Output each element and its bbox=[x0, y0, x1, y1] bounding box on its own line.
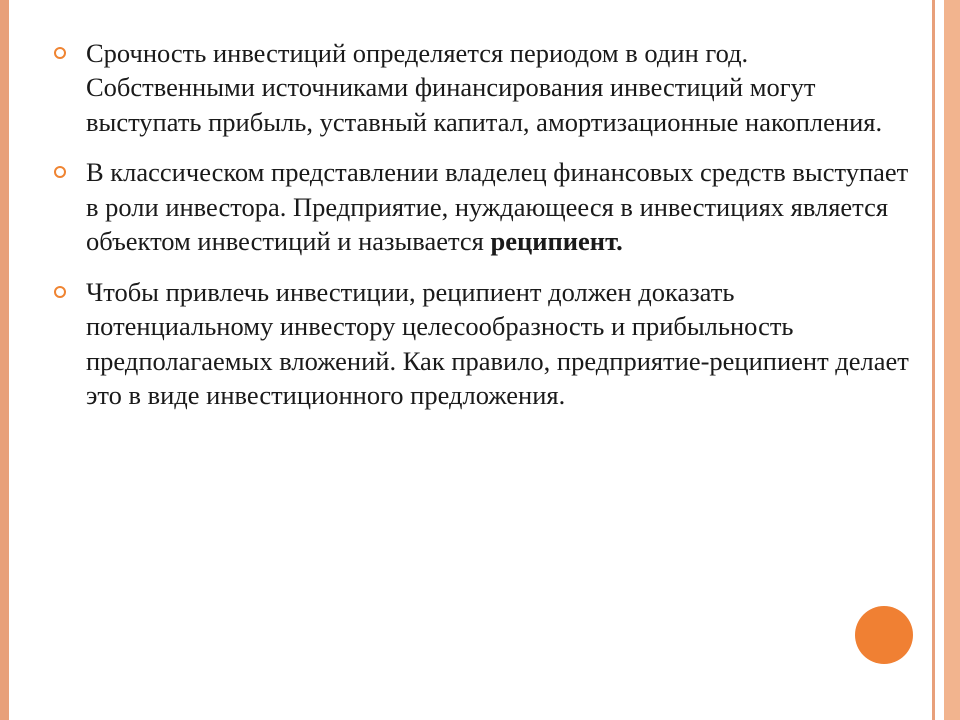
bullet-item bbox=[48, 155, 914, 258]
slide-content bbox=[48, 36, 914, 412]
bullet-item bbox=[48, 275, 914, 413]
bullet-circle-icon bbox=[54, 286, 66, 298]
bullet-text-emphasis: реципиент. bbox=[490, 226, 623, 257]
bullet-text-run: Срочность инвестиций определяется периодом в один год. Собственными источниками финансирования инвестиций могут выступать прибыль, уставный капитал, амортизационные накопления. bbox=[86, 38, 883, 137]
bullet-circle-icon bbox=[54, 166, 66, 178]
bullet-circle-icon bbox=[54, 47, 66, 59]
bullet-text bbox=[86, 38, 882, 137]
decorative-circle bbox=[855, 606, 913, 664]
left-accent-bar bbox=[0, 0, 9, 720]
right-accent-bar-gap bbox=[935, 0, 944, 720]
bullet-item bbox=[48, 36, 914, 139]
bullet-text bbox=[86, 157, 908, 256]
bullet-text bbox=[86, 277, 909, 410]
right-accent-bar-line bbox=[932, 0, 935, 720]
bullet-text-run: Чтобы привлечь инвестиции, реципиент должен доказать потенциальному инвестору целесообразность и прибыльность предполагаемых вложений. Как правило, предприятие-реципиент делает это в виде инвестиционного предложения. bbox=[86, 276, 909, 410]
bullet-list bbox=[48, 36, 914, 412]
right-accent-bar-outer bbox=[944, 0, 960, 720]
bullet-text-run: В классическом представлении владелец финансовых средств выступает в роли инвестора. Предприятие, нуждающееся в инвестициях является объектом инвестиций и называется bbox=[86, 157, 909, 257]
